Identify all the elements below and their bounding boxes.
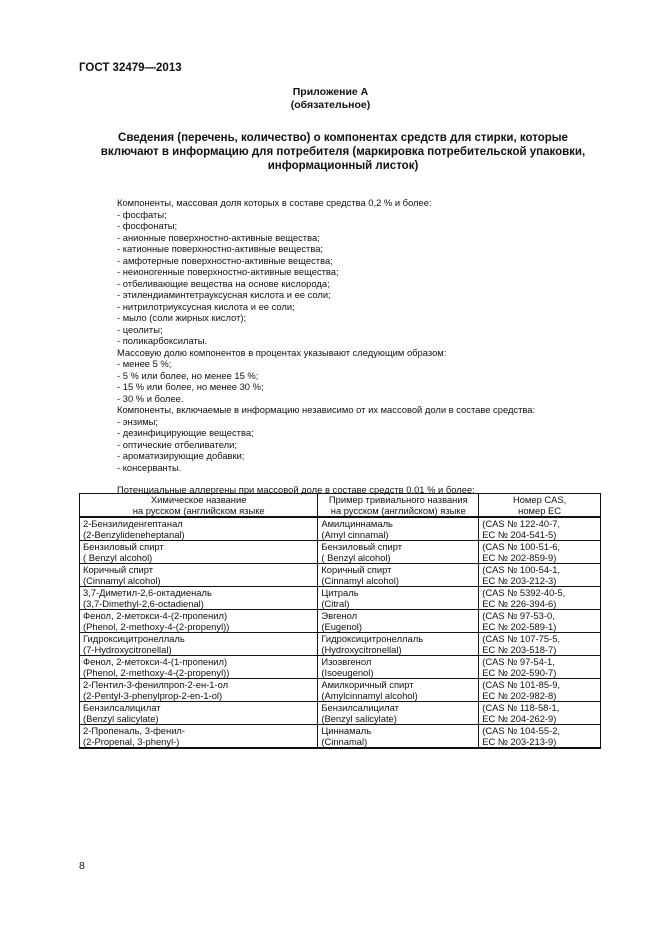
cas-number-cell: (CAS № 107-75-5, ЕС № 203-518-7) [479,633,601,656]
table-header-row [80,494,601,518]
list-item: - мыло (соли жирных кислот); [117,312,247,323]
trivial-name-cell: Циннамаль (Cinnamal) [318,725,479,749]
list-item: - оптические отбеливатели; [117,438,237,450]
list-item: - дезинфицирующие вещества; [117,427,254,438]
trivial-name-cell: Коричный спирт (Cinnamyl alcohol) [318,564,479,587]
table-caption: Потенциальные аллергены при массовой доле в составе средств 0,01 % и более: [117,484,475,495]
allergens-table [79,493,601,749]
header-cas-number: Номер CAS, номер ЕС [479,494,601,518]
list-item: - менее 5 %; [117,358,172,369]
table-row [80,541,601,564]
trivial-name-cell: Бензилсалицилат (Benzyl salicylate) [318,702,479,725]
list-item: - фосфонаты; [117,220,178,231]
paragraph-line: Компоненты, массовая доля которых в составе средства 0,2 % и более: [117,197,432,208]
appendix-heading [0,86,661,112]
trivial-name-cell: Амилциннамаль (Amyl cinnamal) [318,517,479,541]
header-trivial-name: Пример тривиального названия на русском (английском) языке [318,494,479,518]
list-item: - этилендиаминтетрауксусная кислота и ее соли; [117,289,331,300]
trivial-name-cell: Изоэвгенол (Isoeugenol) [318,656,479,679]
trivial-name-cell: Эвгенол (Eugenol) [318,610,479,633]
table-row [80,564,601,587]
list-item: - амфотерные поверхностно-активные вещества; [117,254,333,266]
cas-number-cell: (CAS № 118-58-1, ЕС № 204-262-9) [479,702,601,725]
list-item: - анионные поверхностно-активные вещества; [117,231,320,243]
list-item: - 15 % или более, но менее 30 %; [117,381,264,392]
chemical-name-cell: 2-Пентил-3-фенилпроп-2-ен-1-ол (2-Pentyl-3-phenylprop-2-en-1-ol) [80,679,318,702]
cas-number-cell: (CAS № 100-51-6, ЕС № 202-859-9) [479,541,601,564]
cas-number-cell: (CAS № 122-40-7, ЕС № 204-541-5) [479,517,601,541]
trivial-name-cell: Цитраль (Citral) [318,587,479,610]
trivial-name-cell: Амилкоричный спирт (Amylcinnamyl alcohol) [318,679,479,702]
list-item: - фосфаты; [117,208,167,220]
list-item: - поликарбоксилаты. [117,335,208,346]
list-item: - нитрилотриуксусная кислота и ее соли; [117,300,295,312]
header-chemical-name: Химическое название на русском (английском языке [80,494,318,518]
section-heading: Сведения (перечень, количество) о компонентах средств для стирки, которые включают в информацию для потребителя (маркировка потребительской упаковки, информационный листок) [100,132,586,172]
table-row [80,587,601,610]
cas-number-cell: (CAS № 97-54-1, ЕС № 202-590-7) [479,656,601,679]
table-row [80,610,601,633]
paragraph-line: Компоненты, включаемые в информацию независимо от их массовой доли в составе средства: [117,404,536,415]
trivial-name-cell: Бензиловый спирт ( Benzyl alcohol) [318,541,479,564]
chemical-name-cell: Коричный спирт (Cinnamyl alcohol) [80,564,318,587]
table-row [80,633,601,656]
list-item: - катионные поверхностно-активные вещества; [117,243,324,254]
chemical-name-cell: Фенол, 2-метокси-4-(1-пропенил) (Phenol, 2-methoxy-4-(2-propenyl)) [80,656,318,679]
table-row [80,656,601,679]
list-item: - неионогенные поверхностно-активные вещества; [117,266,339,277]
appendix-title: Приложение А [292,86,369,98]
trivial-name-cell: Гидроксицитронеллаль (Hydroxycitronellal) [318,633,479,656]
list-item: - консерванты. [117,461,182,473]
table-row [80,679,601,702]
page-number: 8 [79,860,85,872]
body-text [117,197,587,473]
list-item: - 30 % и более. [117,392,184,404]
cas-number-cell: (CAS № 97-53-0, ЕС № 202-589-1) [479,610,601,633]
document-code: ГОСТ 32479—2013 [79,62,182,74]
paragraph-line: Массовую долю компонентов в процентах указывают следующим образом: [117,346,447,358]
cas-number-cell: (CAS № 100-54-1, ЕС № 203-212-3) [479,564,601,587]
cas-number-cell: (CAS № 101-85-9, ЕС № 202-982-8) [479,679,601,702]
chemical-name-cell: Фенол, 2-метокси-4-(2-пропенил) (Phenol, 2-methoxy-4-(2-propenyl)) [80,610,318,633]
table-row [80,702,601,725]
chemical-name-cell: 2-Пропеналь, 3-фенил- (2-Propenal, 3-phenyl-) [80,725,318,749]
cas-number-cell: (CAS № 104-55-2, ЕС № 203-213-9) [479,725,601,749]
list-item: - отбеливающие вещества на основе кислорода; [117,277,330,289]
list-item: - 5 % или более, но менее 15 %; [117,369,259,381]
table-row [80,725,601,749]
chemical-name-cell: 3,7-Диметил-2,6-октадиеналь (3,7-Dimethyl-2,6-octadienal) [80,587,318,610]
cas-number-cell: (CAS № 5392-40-5, ЕС № 226-394-6) [479,587,601,610]
appendix-status: (обязательное) [290,99,371,111]
chemical-name-cell: 2-Бензилиденгептанал (2-Benzylideneheptanal) [80,517,318,541]
chemical-name-cell: Гидроксицитронеллаль (7-Hydroxycitronellal) [80,633,318,656]
chemical-name-cell: Бензилсалицилат (Benzyl salicylate) [80,702,318,725]
chemical-name-cell: Бензиловый спирт ( Benzyl alcohol) [80,541,318,564]
table-row [80,517,601,541]
list-item: - энзимы; [117,415,159,427]
list-item: - ароматизирующие добавки; [117,450,245,461]
list-item: - цеолиты; [117,323,163,335]
